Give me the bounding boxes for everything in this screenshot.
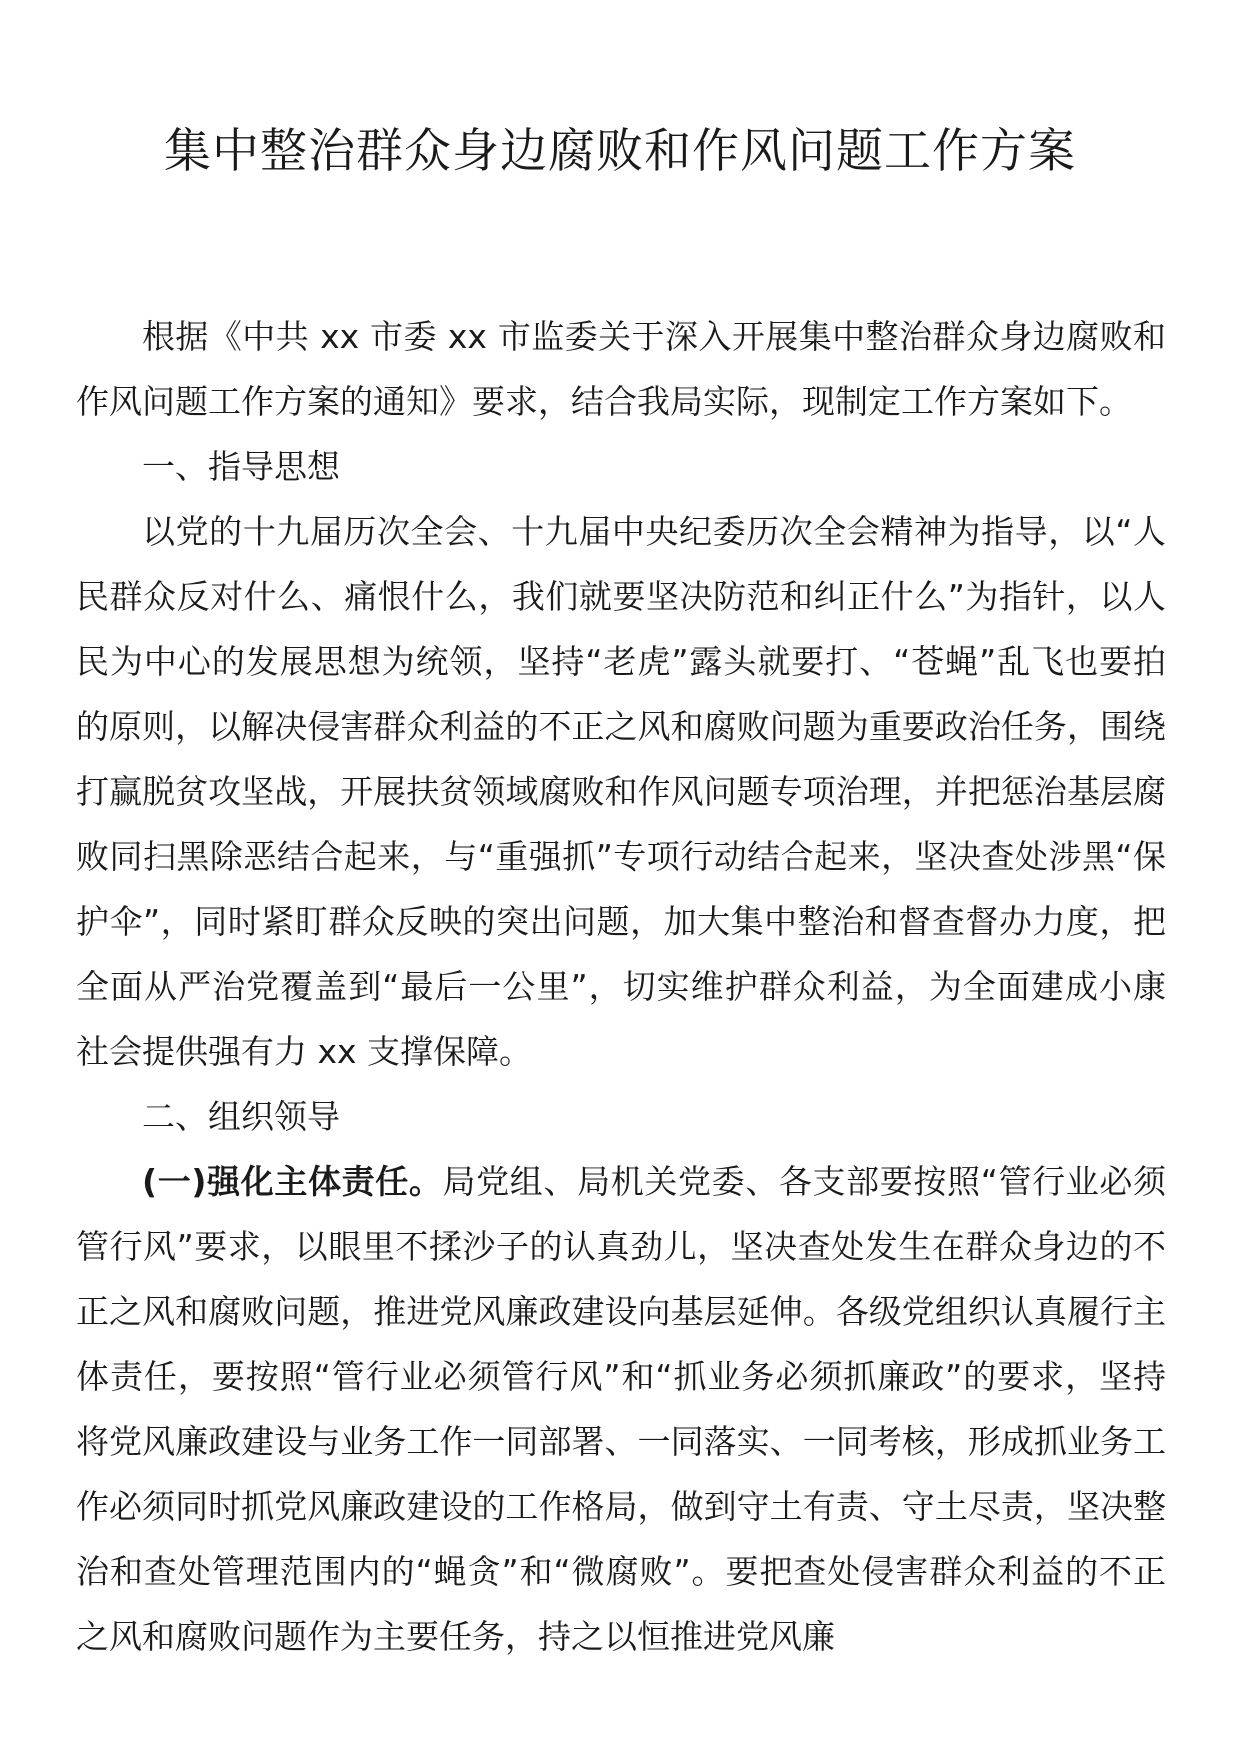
- item-1-lead: (一)强化主体责任。: [142, 1162, 443, 1201]
- document-title: 集中整治群众身边腐败和作风问题工作方案: [164, 124, 1076, 179]
- section-heading-organization: 二、组织领导: [142, 1097, 340, 1136]
- section-heading-guiding-ideology: 一、指导思想: [142, 447, 340, 486]
- organization-item-1-paragraph: [76, 1149, 1166, 1669]
- document-body: [76, 304, 1166, 1669]
- intro-paragraph: 根据《中共 xx 市委 xx 市监委关于深入开展集中整治群众身边腐败和作风问题工作方案的通知》要求，结合我局实际，现制定工作方案如下。: [76, 317, 1166, 421]
- guiding-ideology-paragraph: 以党的十九届历次全会、十九届中央纪委历次全会精神为指导，以“人民群众反对什么、痛恨什么，我们就要坚决防范和纠正什么”为指针，以人民为中心的发展思想为统领，坚持“老虎”露头就要打、“苍蝇”乱飞也要拍的原则，以解决侵害群众利益的不正之风和腐败问题为重要政治任务，围绕打赢脱贫攻坚战，开展扶贫领域腐败和作风问题专项治理，并把惩治基层腐败同扫黑除恶结合起来，与“重强抓”专项行动结合起来，坚决查处涉黑“保护伞”，同时紧盯群众反映的突出问题，加大集中整治和督查督办力度，把全面从严治党覆盖到“最后一公里”，切实维护群众利益，为全面建成小康社会提供强有力 xx 支撑保障。: [76, 512, 1166, 1071]
- item-1-text: 局党组、局机关党委、各支部要按照“管行业必须管行风”要求，以眼里不揉沙子的认真劲儿，坚决查处发生在群众身边的不正之风和腐败问题，推进党风廉政建设向基层延伸。各级党组织认真履行主体责任，要按照“管行业必须管行风”和“抓业务必须抓廉政”的要求，坚持将党风廉政建设与业务工作一同部署、一同落实、一同考核，形成抓业务工作必须同时抓党风廉政建设的工作格局，做到守土有责、守土尽责，坚决整治和查处管理范围内的“蝇贪”和“微腐败”。要把查处侵害群众利益的不正之风和腐败问题作为主要任务，持之以恒推进党风廉: [76, 1162, 1166, 1656]
